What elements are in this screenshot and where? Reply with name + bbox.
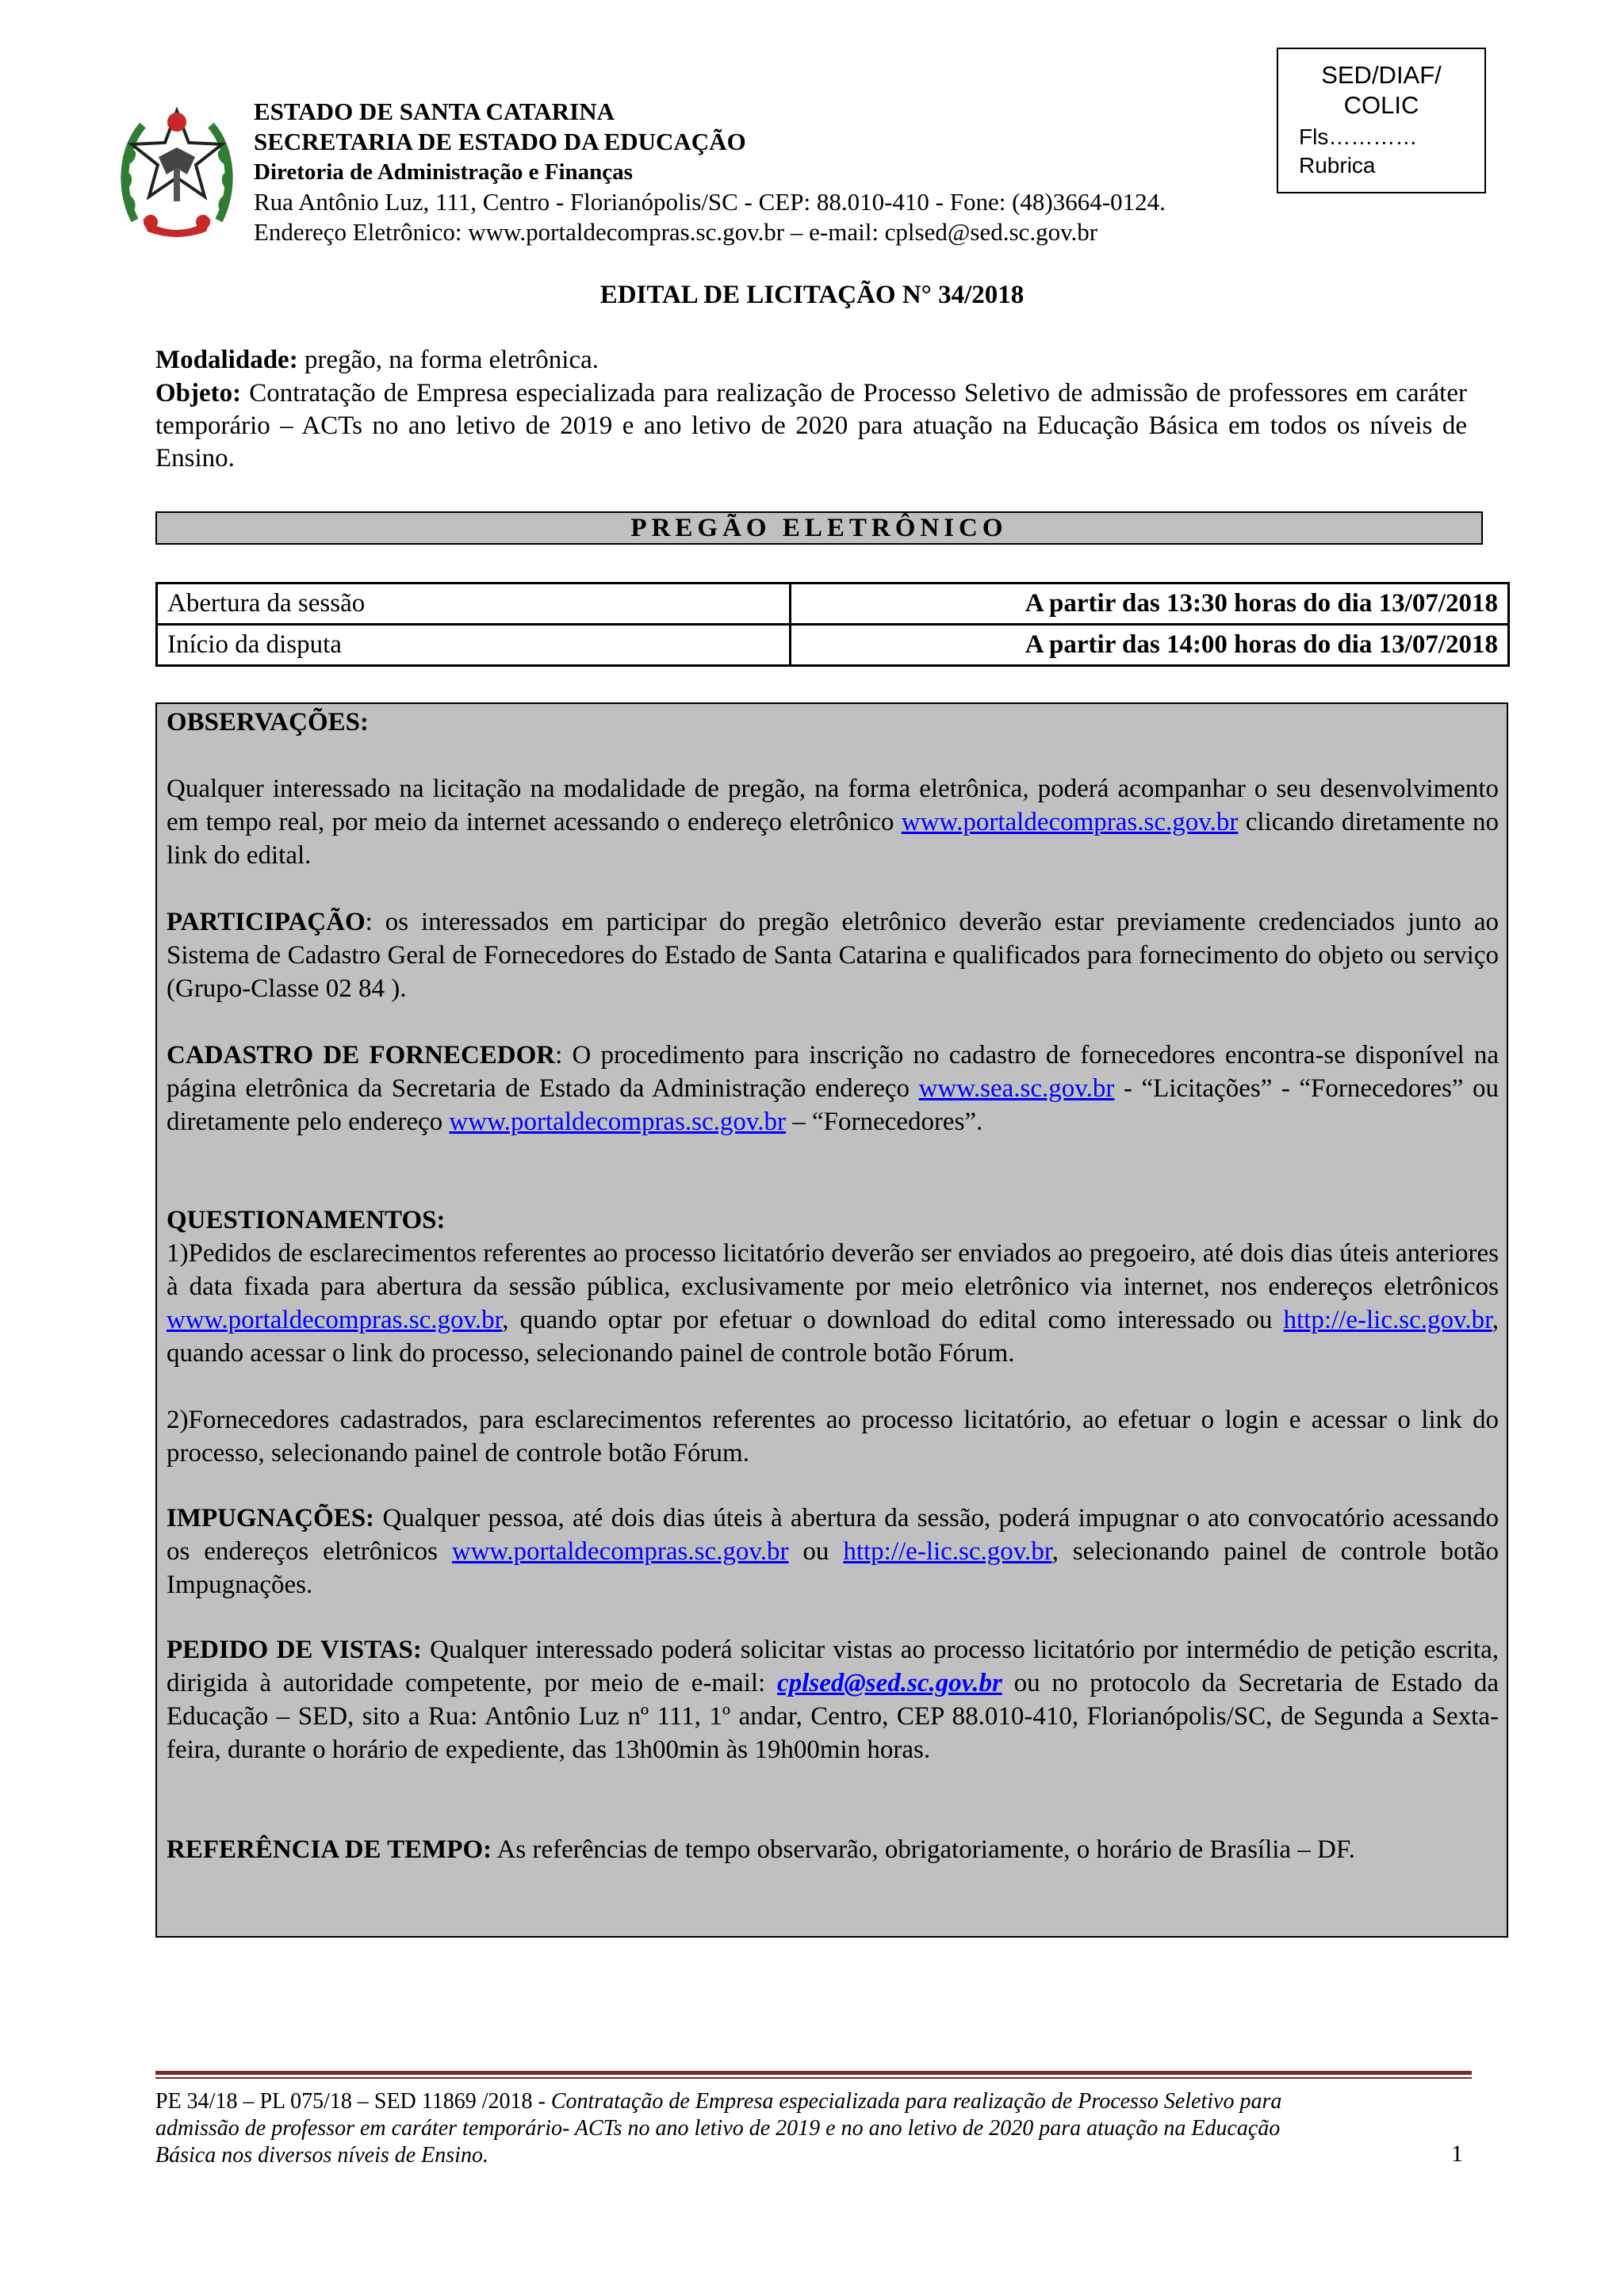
pregao-banner: PREGÃO ELETRÔNICO	[155, 511, 1483, 545]
stamp-fls: Fls…………	[1299, 124, 1418, 149]
state-coat-of-arms-icon	[119, 101, 235, 243]
elic-link[interactable]: http://e-lic.sc.gov.br	[1283, 1306, 1492, 1334]
header-diretoria: Diretoria de Administração e Finanças	[254, 159, 633, 185]
session-label: Abertura da sessão	[157, 584, 791, 625]
modalidade-paragraph: Modalidade: pregão, na forma eletrônica.	[155, 346, 599, 374]
table-row	[157, 584, 1509, 625]
header-secretaria: SECRETARIA DE ESTADO DA EDUCAÇÃO	[254, 128, 746, 155]
session-value: A partir das 14:00 horas do dia 13/07/2018	[791, 625, 1509, 666]
questionamentos-heading: QUESTIONAMENTOS:	[167, 1206, 446, 1234]
participacao-paragraph: PARTICIPAÇÃO: os interessados em participar do pregão eletrônico deverão estar previamente credenciados junto ao Sistema de Cadastro Geral de Fornecedores do Estado de Santa Catarina e qualificados para fornecimento do objeto ou serviço (Grupo-Classe 02 84 ).	[167, 908, 1499, 1003]
table-row	[157, 625, 1509, 666]
page-stamp-box	[1277, 48, 1486, 193]
questionamentos-item-2: 2)Fornecedores cadastrados, para esclarecimentos referentes ao processo licitatório, ao efetuar o login e acessar o link do processo, selecionando painel de controle botão Fórum.	[167, 1406, 1499, 1468]
session-value: A partir das 13:30 horas do dia 13/07/2018	[791, 584, 1509, 625]
portal-link[interactable]: www.portaldecompras.sc.gov.br	[449, 1108, 787, 1136]
email-link[interactable]: cplsed@sed.sc.gov.br	[777, 1669, 1002, 1697]
page-number: 1	[1451, 2141, 1463, 2167]
header-contact: Endereço Eletrônico: www.portaldecompras.sc.gov.br – e-mail: cplsed@sed.sc.gov.br	[254, 218, 1098, 246]
portal-link[interactable]: www.portaldecompras.sc.gov.br	[167, 1306, 503, 1334]
vistas-paragraph: PEDIDO DE VISTAS: Qualquer interessado poderá solicitar vistas ao processo licitatório por intermédio de petição escrita, dirigida à autoridade competente, por meio de e-mail: cplsed@sed.sc.gov.br ou no protocolo da Secretaria de Estado da Educação – SED, sito a Rua: Antônio Luz nº 111, 1º andar, Centro, CEP 88.010-410, Florianópolis/SC, de Segunda a Sexta-feira, durante o horário de expediente, das 13h00min às 19h00min horas.	[167, 1636, 1499, 1764]
cadastro-paragraph: CADASTRO DE FORNECEDOR: O procedimento para inscrição no cadastro de fornecedores encontra-se disponível na página eletrônica da Secretaria de Estado da Administração endereço www.sea.sc.gov.br - “Licitações” - “Fornecedores” ou diretamente pelo endereço www.portaldecompras.sc.gov.br – “Fornecedores”.	[167, 1041, 1499, 1136]
footer-divider	[155, 2077, 1472, 2079]
portal-link[interactable]: www.portaldecompras.sc.gov.br	[901, 808, 1239, 836]
elic-link[interactable]: http://e-lic.sc.gov.br	[843, 1537, 1052, 1566]
session-table	[155, 582, 1510, 667]
observacoes-heading: OBSERVAÇÕES:	[167, 708, 369, 737]
footer-divider	[155, 2071, 1472, 2075]
header-address: Rua Antônio Luz, 111, Centro - Florianópolis/SC - CEP: 88.010-410 - Fone: (48)3664-0124.	[254, 188, 1166, 216]
stamp-line: SED/DIAF/ COLIC	[1321, 61, 1442, 119]
sea-link[interactable]: www.sea.sc.gov.br	[918, 1074, 1115, 1103]
observacoes-paragraph: Qualquer interessado na licitação na modalidade de pregão, na forma eletrônica, poderá acompanhar o seu desenvolvimento em tempo real, por meio da internet acessando o endereço eletrônico www.portaldecompras.sc.gov.br clicando diretamente no link do edital.	[167, 775, 1499, 870]
questionamentos-item-1: 1)Pedidos de esclarecimentos referentes ao processo licitatório deverão ser enviados ao pregoeiro, até dois dias úteis anteriores à data fixada para abertura da sessão pública, exclusivamente por meio eletrônico via internet, nos endereços eletrônicos www.portaldecompras.sc.gov.br, quando optar por efetuar o download do edital como interessado ou http://e-lic.sc.gov.br, quando acessar o link do processo, selecionando painel de controle botão Fórum.	[167, 1239, 1499, 1368]
referencia-tempo-paragraph: REFERÊNCIA DE TEMPO: As referências de tempo observarão, obrigatoriamente, o horário de Brasília – DF.	[167, 1835, 1355, 1864]
portal-link[interactable]: www.portaldecompras.sc.gov.br	[451, 1537, 789, 1566]
stamp-rubrica: Rubrica	[1299, 153, 1376, 178]
footer-line: admissão de professor em caráter temporário- ACTs no ano letivo de 2019 e no ano letivo de 2020 para atuação na Educação	[155, 2116, 1281, 2141]
document-title: EDITAL DE LICITAÇÃO N° 34/2018	[599, 281, 1025, 309]
session-label: Início da disputa	[157, 625, 791, 666]
objeto-paragraph: Objeto: Contratação de Empresa especializada para realização de Processo Seletivo de admissão de professores em caráter temporário – ACTs no ano letivo de 2019 e ano letivo de 2020 para atuação na Educação Básica em todos os níveis de Ensino.	[155, 379, 1467, 473]
impugnacoes-paragraph: IMPUGNAÇÕES: Qualquer pessoa, até dois dias úteis à abertura da sessão, poderá impugnar o ato convocatório acessando os endereços eletrônicos www.portaldecompras.sc.gov.br ou http://e-lic.sc.gov.br, selecionando painel de controle botão Impugnações.	[167, 1504, 1499, 1599]
footer-line: Básica nos diversos níveis de Ensino.	[155, 2143, 488, 2168]
header-state: ESTADO DE SANTA CATARINA	[254, 98, 615, 125]
footer-line: PE 34/18 – PL 075/18 – SED 11869 /2018 - Contratação de Empresa especializada para realização de Processo Seletivo para	[155, 2089, 1282, 2114]
